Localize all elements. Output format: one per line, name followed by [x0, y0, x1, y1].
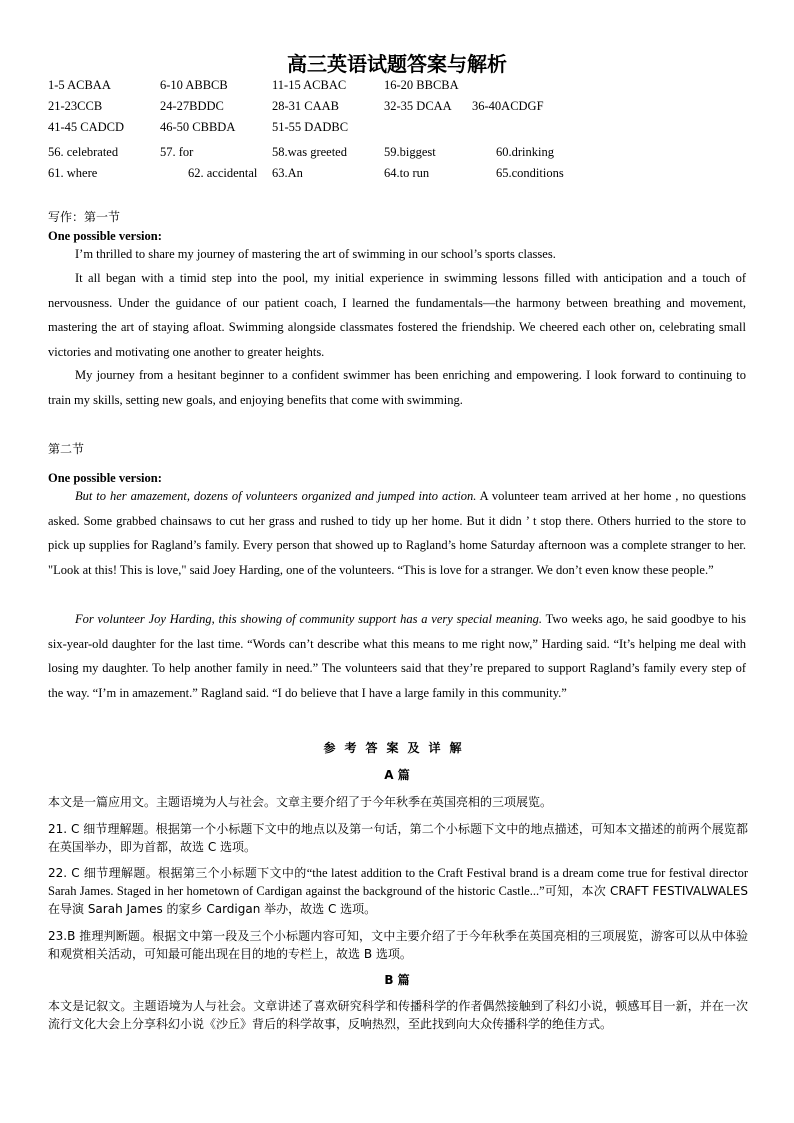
passage-heading: A 篇 — [384, 768, 410, 782]
section-heading: 写作：第一节 — [48, 210, 121, 224]
answer-cell: 24-27BDDC — [160, 99, 224, 113]
answer-cell: 59.biggest — [384, 145, 436, 159]
continuation-paragraph — [48, 484, 746, 582]
question-explanation — [48, 864, 748, 918]
section-heading: 第二节 — [48, 442, 85, 456]
passage-summary: 本文是记叙文。主题语境为人与社会。文章讲述了喜欢研究科学和传播科学的作者偶然接触到了科幻小说，顿感耳目一新，并在一次流行文化大会上分享科幻小说《沙丘》背后的科学故事，反响热烈，至此找到向大众传播科学的绝佳方式。 — [48, 999, 748, 1031]
answer-cell: 36-40ACDGF — [472, 99, 544, 113]
answer-cell: 56. celebrated — [48, 145, 119, 159]
answer-cell: 60.drinking — [496, 145, 554, 159]
paragraph-opening: For volunteer Joy Harding, this showing of community support has a very special meaning. — [75, 612, 543, 626]
question-explanation: 23.B 推理判断题。根据文中第一段及三个小标题内容可知，文中主要介绍了于今年秋季在英国亮相的三项展览，游客可以从中体验和观赏相关活动，可知最可能出现在目的地的专栏上，故选 B 选项。 — [48, 929, 748, 961]
passage-summary: 本文是一篇应用文。主题语境为人与社会。文章主要介绍了于今年秋季在英国亮相的三项展览。 — [48, 795, 553, 809]
answer-cell: 62. accidental — [188, 166, 258, 180]
answer-cell: 57. for — [160, 145, 194, 159]
answer-cell: 32-35 DCAA — [384, 99, 452, 113]
answer-cell: 63.An — [272, 166, 303, 180]
answer-cell: 64.to run — [384, 166, 430, 180]
essay-paragraph: It all began with a timid step into the pool, my initial experience in swimming lessons filled with anticipation and a touch of nervousness. Under the guidance of our patient coach, I learned the fundamentals—the harmony between breathing and movement, mastering the art of staying afloat. Swimming alongside classmates fostered the friendship. We cheered each other on, celebrating small victories and motivating one another to greater heights. — [48, 271, 746, 359]
explanation-lead: 22. C 细节理解题。根据第三个小标题下文中的 — [48, 866, 307, 880]
answer-cell: 58.was greeted — [272, 145, 347, 159]
essay-paragraph: I’m thrilled to share my journey of mastering the art of swimming in our school’s sports classes. — [75, 247, 556, 261]
explanation-quote: “the latest addition to the Craft Festival brand is a dream come true for festival director Sarah James. Staged in her hometown of Cardigan against the background of the historic Castle...” — [48, 866, 748, 898]
answer-cell: 16-20 BBCBA — [384, 78, 459, 92]
answer-cell: 11-15 ACBAC — [272, 78, 347, 92]
answer-cell: 65.conditions — [496, 166, 564, 180]
page-title: 高三英语试题答案与解析 — [287, 52, 507, 76]
version-label: One possible version: — [48, 229, 162, 243]
answer-cell: 51-55 DADBC — [272, 120, 349, 134]
answer-cell: 41-45 CADCD — [48, 120, 125, 134]
version-label: One possible version: — [48, 471, 162, 485]
answer-cell: 6-10 ABBCB — [160, 78, 228, 92]
paragraph-body: A volunteer team arrived at her home , no questions asked. Some grabbed chainsaws to cut her grass and rushed to tidy up her home. But it didn ’ t stop there. Others hurried to the store to pick up supplies for Ragland’s family. Every person that showed up to Ragland’s home Saturday afternoon was a complete stranger to her. "Look at this! This is love," said Joey Harding, one of the volunteers. “This is love for a stranger. We don’t even know these people.” — [48, 489, 747, 577]
paragraph-opening: But to her amazement, dozens of volunteers organized and jumped into action. — [75, 489, 477, 503]
explanations-heading: 参考答案及详解 — [323, 741, 471, 755]
answer-cell: 61. where — [48, 166, 98, 180]
answer-cell: 21-23CCB — [48, 99, 103, 113]
question-explanation: 21. C 细节理解题。根据第一个小标题下文中的地点以及第一句话，第二个小标题下文中的地点描述，可知本文描述的前两个展览都在英国举办，即为首都，故选 C 选项。 — [48, 822, 748, 854]
answer-cell: 46-50 CBBDA — [160, 120, 236, 134]
continuation-paragraph — [48, 607, 746, 705]
answer-cell: 1-5 ACBAA — [48, 78, 111, 92]
passage-heading: B 篇 — [384, 973, 410, 987]
essay-paragraph: My journey from a hesitant beginner to a confident swimmer has been enriching and empowering. I look forward to continuing to train my skills, setting new goals, and enjoying benefits that come with swimming. — [48, 368, 746, 407]
explanation-tail: 可知，本次 CRAFT FESTIVALWALES 在导演 Sarah James 的家乡 Cardigan 举办，故选 C 选项。 — [48, 884, 748, 916]
paragraph-body: Two weeks ago, he said goodbye to his six-year-old daughter for the last time. “Words can’t describe what this means to me right now,” Harding said. “It’s helping me deal with losing my daughter. To help another family in need.” The volunteers said that they’re prepared to support Ragland’s family every step of the way. “I’m in amazement.” Ragland said. “I do believe that I have a large family in this community.” — [48, 612, 746, 700]
answer-cell: 28-31 CAAB — [272, 99, 340, 113]
